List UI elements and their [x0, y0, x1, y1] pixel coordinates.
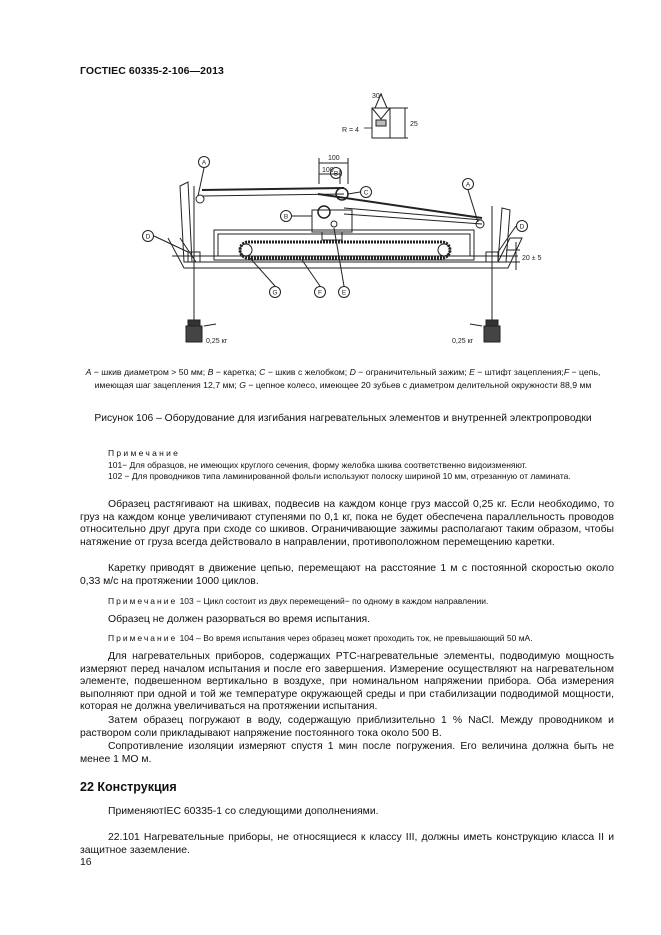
paragraph-carriage: Каретку приводят в движение цепью, перемещают на расстояние 1 м с постоянной скоростью около 0,33 м/с на протяжении 1000 циклов. [80, 563, 614, 587]
paragraph-weights: Образец растягивают на шкивах, подвесив на каждом конце груз массой 0,25 кг. Если необходимо, то груз на каждом конце увеличивают ступенями по 0,1 кг, пока не будет обеспечена параллельность проводов относительно друг друга при сходе со шкивов. Ограничивающие зажимы располагают таким образом, чтобы натяжение от груза всегда действовало в направлении, противоположном перемещению каретки. [80, 499, 614, 548]
left-post [180, 182, 204, 332]
weight-right-label: 0,25 кг [452, 338, 474, 345]
paragraph-insulation: Сопротивление изоляции измеряют спустя 1 мин после погружения. Его величина должна быть не менее 1 МО м. [80, 741, 614, 765]
paragraph-no-break: Образец не должен разорваться во время испытания. [108, 614, 371, 625]
right-post [476, 206, 510, 332]
svg-text:E: E [341, 289, 347, 297]
note-heading: Примечание [108, 448, 181, 458]
paragraph-apply: ПрименяютIEC 60335-1 со следующими дополнениями. [108, 806, 379, 817]
svg-text:D: D [145, 233, 151, 241]
angle-label: 30° [372, 93, 383, 100]
technical-drawing [118, 86, 548, 356]
svg-text:B: B [333, 170, 339, 178]
dim-top-label: 100 [328, 155, 340, 162]
svg-text:A: A [465, 181, 471, 189]
radius-label: R = 4 [342, 127, 359, 134]
height-label: 25 [410, 121, 418, 128]
svg-text:C: C [363, 189, 369, 197]
page-number: 16 [80, 857, 92, 868]
figure-caption: Рисунок 106 – Оборудование для изгибания нагревательных элементов и внутренней электропроводки [94, 413, 592, 424]
svg-text:F: F [318, 289, 322, 297]
weight-right [470, 320, 500, 342]
base-frame [168, 230, 522, 268]
section-heading: 22 Конструкция [80, 780, 177, 794]
note-102: 102 − Для проводников типа ламинированной фольги используют полоску шириной 10 мм, отрезанную от ламината. [108, 471, 571, 481]
paragraph-ptc: Для нагревательных приборов, содержащих PTC-нагревательные элементы, подводимую мощность измеряют перед началом испытания и после его завершения. Измерение осуществляют на нагревательном элементе, подвешенном вертикально в воздухе, при номинальном напряжении прибора. Оба измерения выполняют при одной и той же температуре окружающей среды и при стабилизации подводимой мощности, которая не должна увеличиваться на протяжении испытания. [80, 651, 614, 713]
grooved-pulley-detail [364, 94, 408, 138]
figure-legend: A − шкив диаметром > 50 мм; B − каретка; C − шкив с желобком; D − ограничительный зажим; E − штифт зацепления;F − цепь, имеющая шаг зацепления 12,7 мм; G − цепное колесо, имеющее 20 зубьев с диаметром делительной окружности 88,9 мм [85, 367, 601, 390]
dim-inner-label: 100 [322, 167, 334, 174]
document-header: ГОСТIEC 60335-2-106—2013 [80, 65, 224, 77]
paragraph-immersion: Затем образец погружают в воду, содержащую приблизительно 1 % NaCl. Между проводником и раствором соли прикладывают напряжение постоянного тока около 500 В. [80, 715, 614, 739]
svg-text:B: B [283, 213, 289, 221]
note-101: 101− Для образцов, не имеющих круглого сечения, форму желобка шкива соответственно видоизменяют. [108, 460, 527, 470]
svg-text:G: G [272, 289, 278, 297]
offset-label: 20 ± 5 [522, 255, 542, 262]
svg-text:A: A [201, 159, 207, 167]
note-103: Примечание 103 − Цикл состоит из двух перемещений− по одному в каждом направлении. [108, 596, 489, 606]
svg-text:D: D [519, 223, 525, 231]
paragraph-22-101: 22.101 Нагревательные приборы, не относящиеся к классу III, должны иметь конструкцию класса II и защитное заземление. [80, 832, 614, 856]
note-104: Примечание 104 – Во время испытания через образец может проходить ток, не превышающий 50 мА. [108, 633, 533, 643]
weight-left-label: 0,25 кг [206, 338, 228, 345]
